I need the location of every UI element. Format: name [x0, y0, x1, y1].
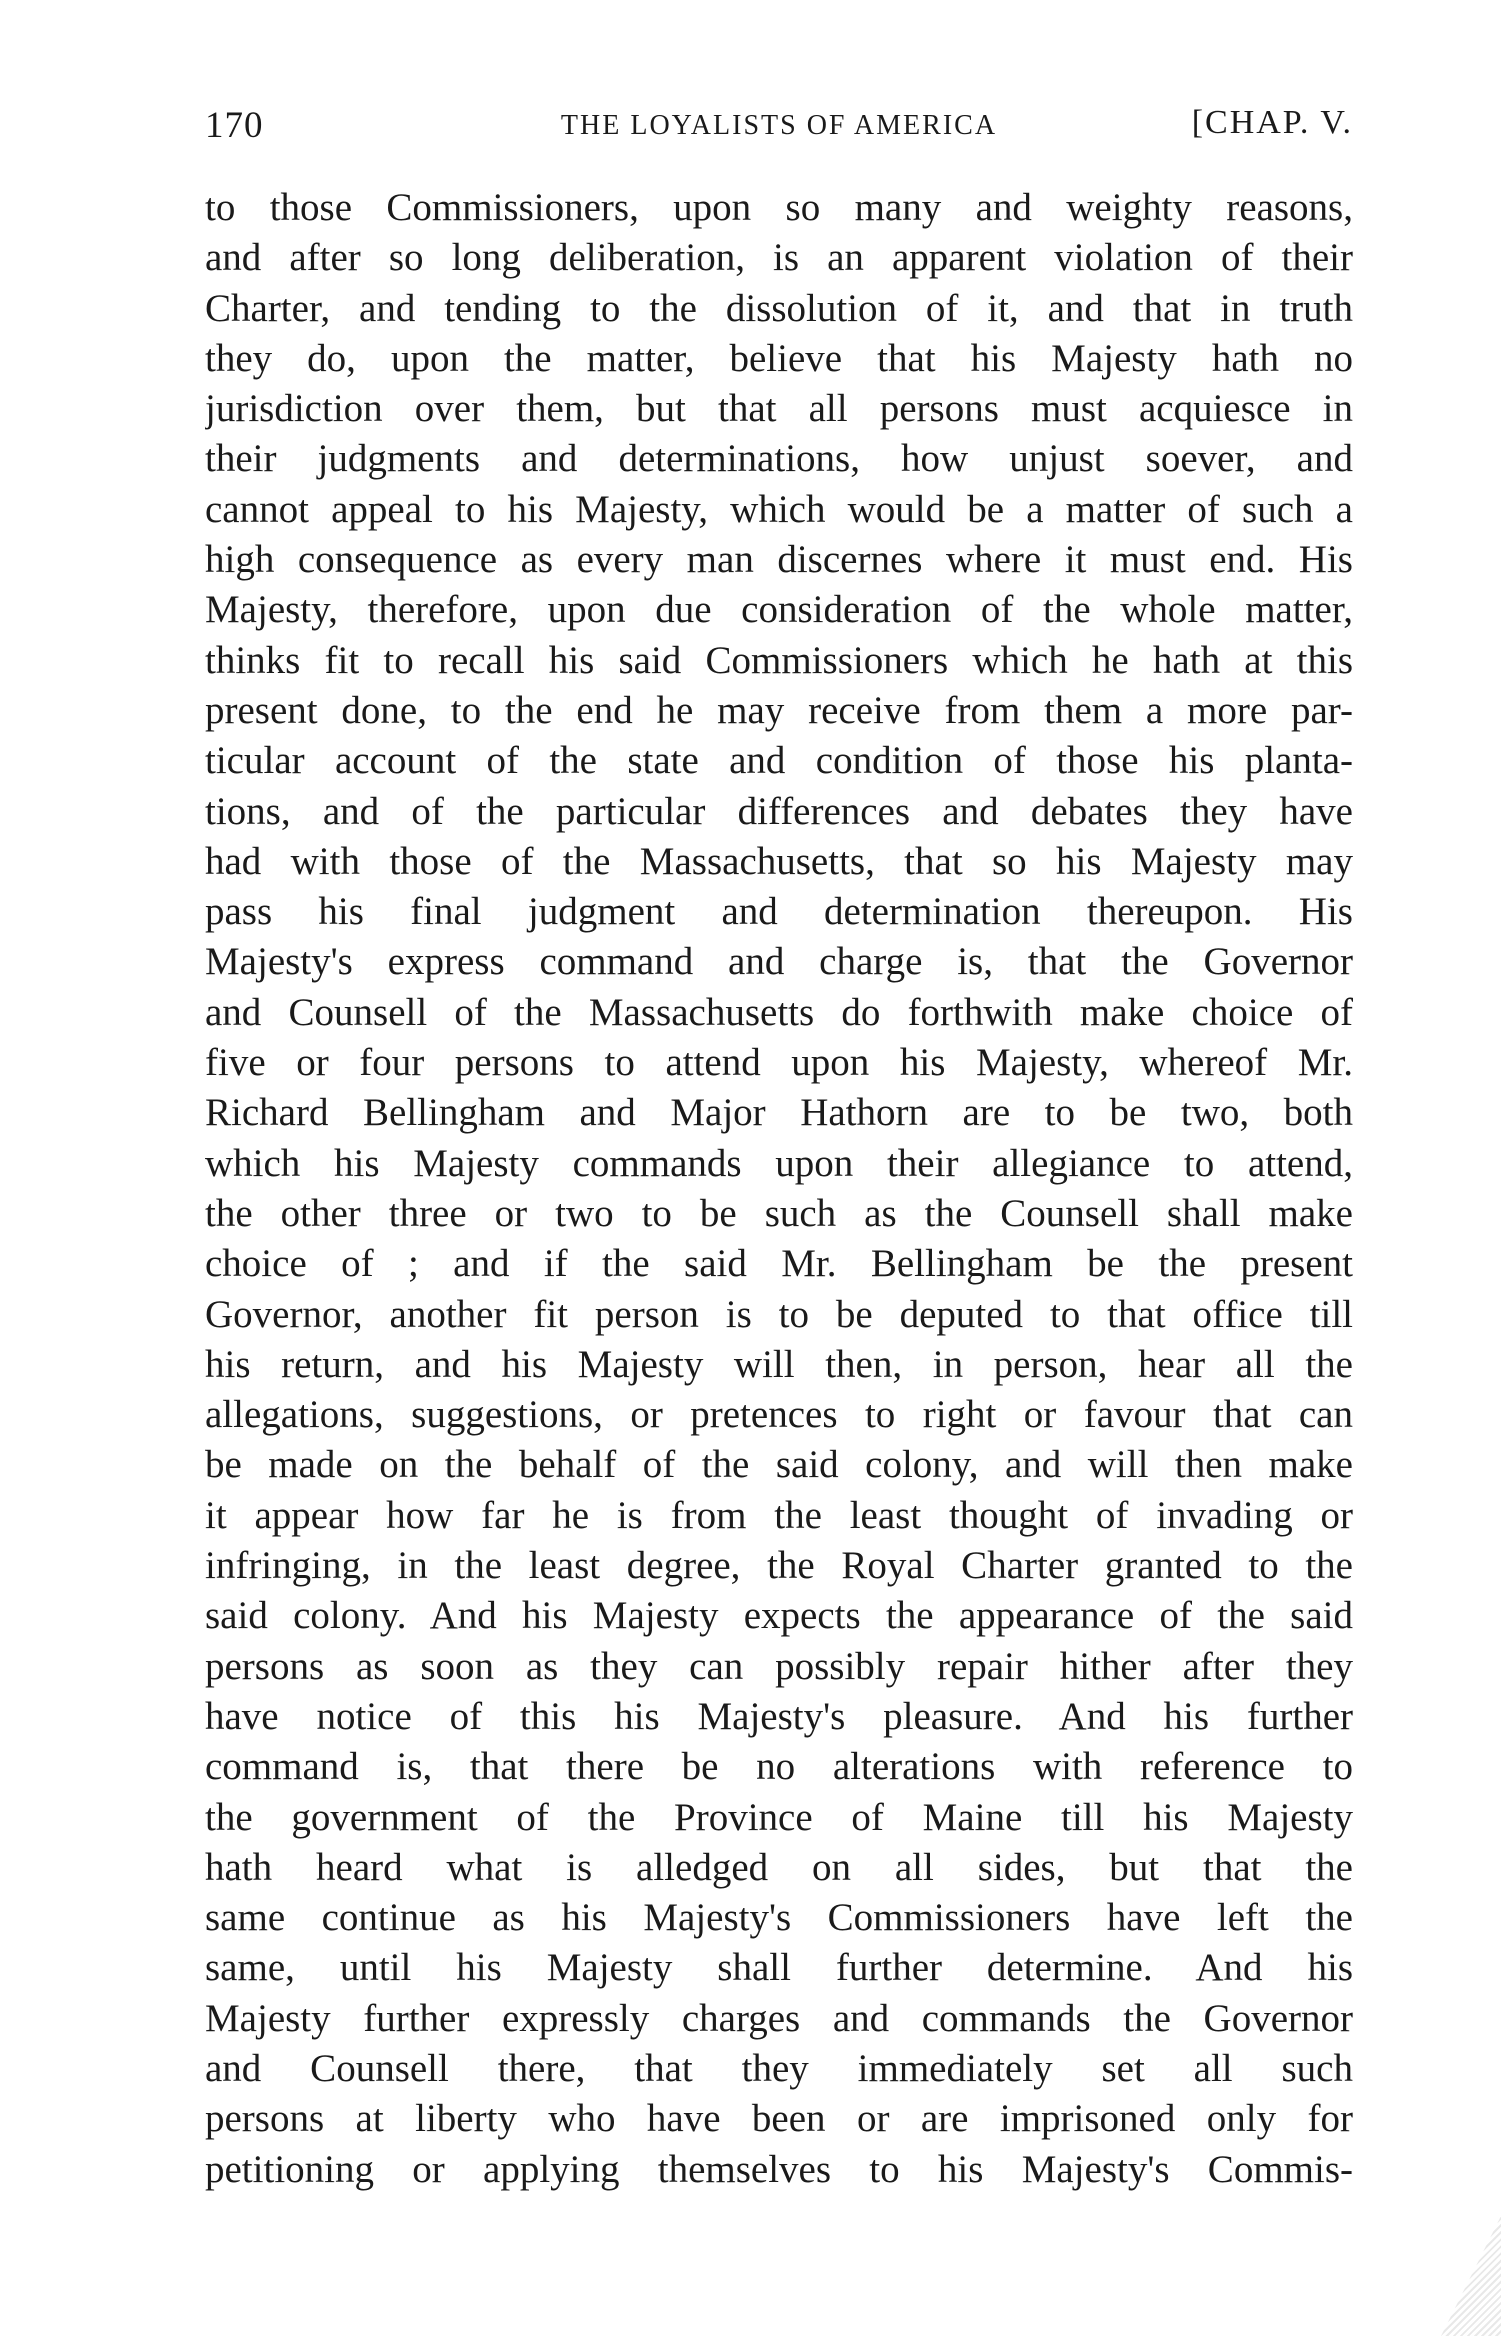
- text-line: ticular account of the state and condition of those his planta-: [205, 739, 1353, 783]
- text-line: cannot appeal to his Majesty, which would be a matter of such a: [205, 487, 1353, 531]
- body-text: [205, 183, 1353, 2195]
- page-curl-shading: [1441, 2216, 1501, 2336]
- text-line: pass his final judgment and determination thereupon. His: [205, 890, 1353, 934]
- text-line: persons at liberty who have been or are imprisoned only for: [205, 2097, 1353, 2141]
- text-line: had with those of the Massachusetts, that so his Majesty may: [205, 839, 1353, 883]
- text-line: high consequence as every man discernes where it must end. His: [205, 538, 1353, 582]
- text-line: same, until his Majesty shall further determine. And his: [205, 1946, 1353, 1990]
- text-line: command is, that there be no alterations with reference to: [205, 1745, 1353, 1789]
- text-line: hath heard what is alledged on all sides, but that the: [205, 1845, 1353, 1889]
- page-number: 170: [205, 105, 264, 146]
- text-line: Majesty's express command and charge is, that the Governor: [205, 940, 1353, 984]
- text-line: infringing, in the least degree, the Royal Charter granted to the: [205, 1544, 1353, 1588]
- text-line: they do, upon the matter, believe that his Majesty hath no: [205, 336, 1353, 380]
- text-line: petitioning or applying themselves to his Majesty's Commis-: [205, 2147, 1353, 2191]
- text-line: to those Commissioners, upon so many and weighty reasons,: [205, 186, 1353, 229]
- text-line: the other three or two to be such as the Counsell shall make: [205, 1191, 1353, 1235]
- text-line: choice of ; and if the said Mr. Bellingham be the present: [205, 1242, 1353, 1286]
- text-line: have notice of this his Majesty's pleasure. And his further: [205, 1694, 1353, 1738]
- text-line: and Counsell there, that they immediately set all such: [205, 2046, 1353, 2090]
- text-line: Majesty, therefore, upon due consideration of the whole matter,: [205, 588, 1353, 632]
- text-line: and after so long deliberation, is an apparent violation of their: [205, 236, 1353, 280]
- text-line: Majesty further expressly charges and commands the Governor: [205, 1996, 1353, 2040]
- text-line: be made on the behalf of the said colony, and will then make: [205, 1443, 1353, 1487]
- text-line: his return, and his Majesty will then, in person, hear all the: [205, 1342, 1353, 1386]
- text-line: persons as soon as they can possibly repair hither after they: [205, 1644, 1353, 1688]
- text-line: five or four persons to attend upon his Majesty, whereof Mr.: [205, 1041, 1353, 1085]
- running-head: [205, 104, 1353, 154]
- text-line: jurisdiction over them, but that all persons must acquiesce in: [205, 387, 1353, 431]
- text-line: tions, and of the particular differences and debates they have: [205, 789, 1353, 833]
- text-line: Governor, another fit person is to be deputed to that office till: [205, 1292, 1353, 1336]
- text-line: present done, to the end he may receive from them a more par-: [205, 688, 1353, 732]
- text-line: thinks fit to recall his said Commissioners which he hath at this: [205, 638, 1353, 682]
- text-line: and Counsell of the Massachusetts do forthwith make choice of: [205, 990, 1353, 1034]
- text-line: the government of the Province of Maine till his Majesty: [205, 1795, 1353, 1839]
- text-line: which his Majesty commands upon their allegiance to attend,: [205, 1141, 1353, 1185]
- text-line: same continue as his Majesty's Commissioners have left the: [205, 1896, 1353, 1940]
- text-line: their judgments and determinations, how unjust soever, and: [205, 437, 1353, 481]
- chapter-label: [CHAP. V.: [1191, 104, 1353, 141]
- text-line: it appear how far he is from the least thought of invading or: [205, 1493, 1353, 1537]
- text-line: Richard Bellingham and Major Hathorn are to be two, both: [205, 1091, 1353, 1135]
- text-line: Charter, and tending to the dissolution of it, and that in truth: [205, 286, 1353, 330]
- text-line: allegations, suggestions, or pretences to right or favour that can: [205, 1393, 1353, 1437]
- running-title: THE LOYALISTS OF AMERICA: [560, 110, 998, 141]
- text-line: said colony. And his Majesty expects the appearance of the said: [205, 1594, 1353, 1638]
